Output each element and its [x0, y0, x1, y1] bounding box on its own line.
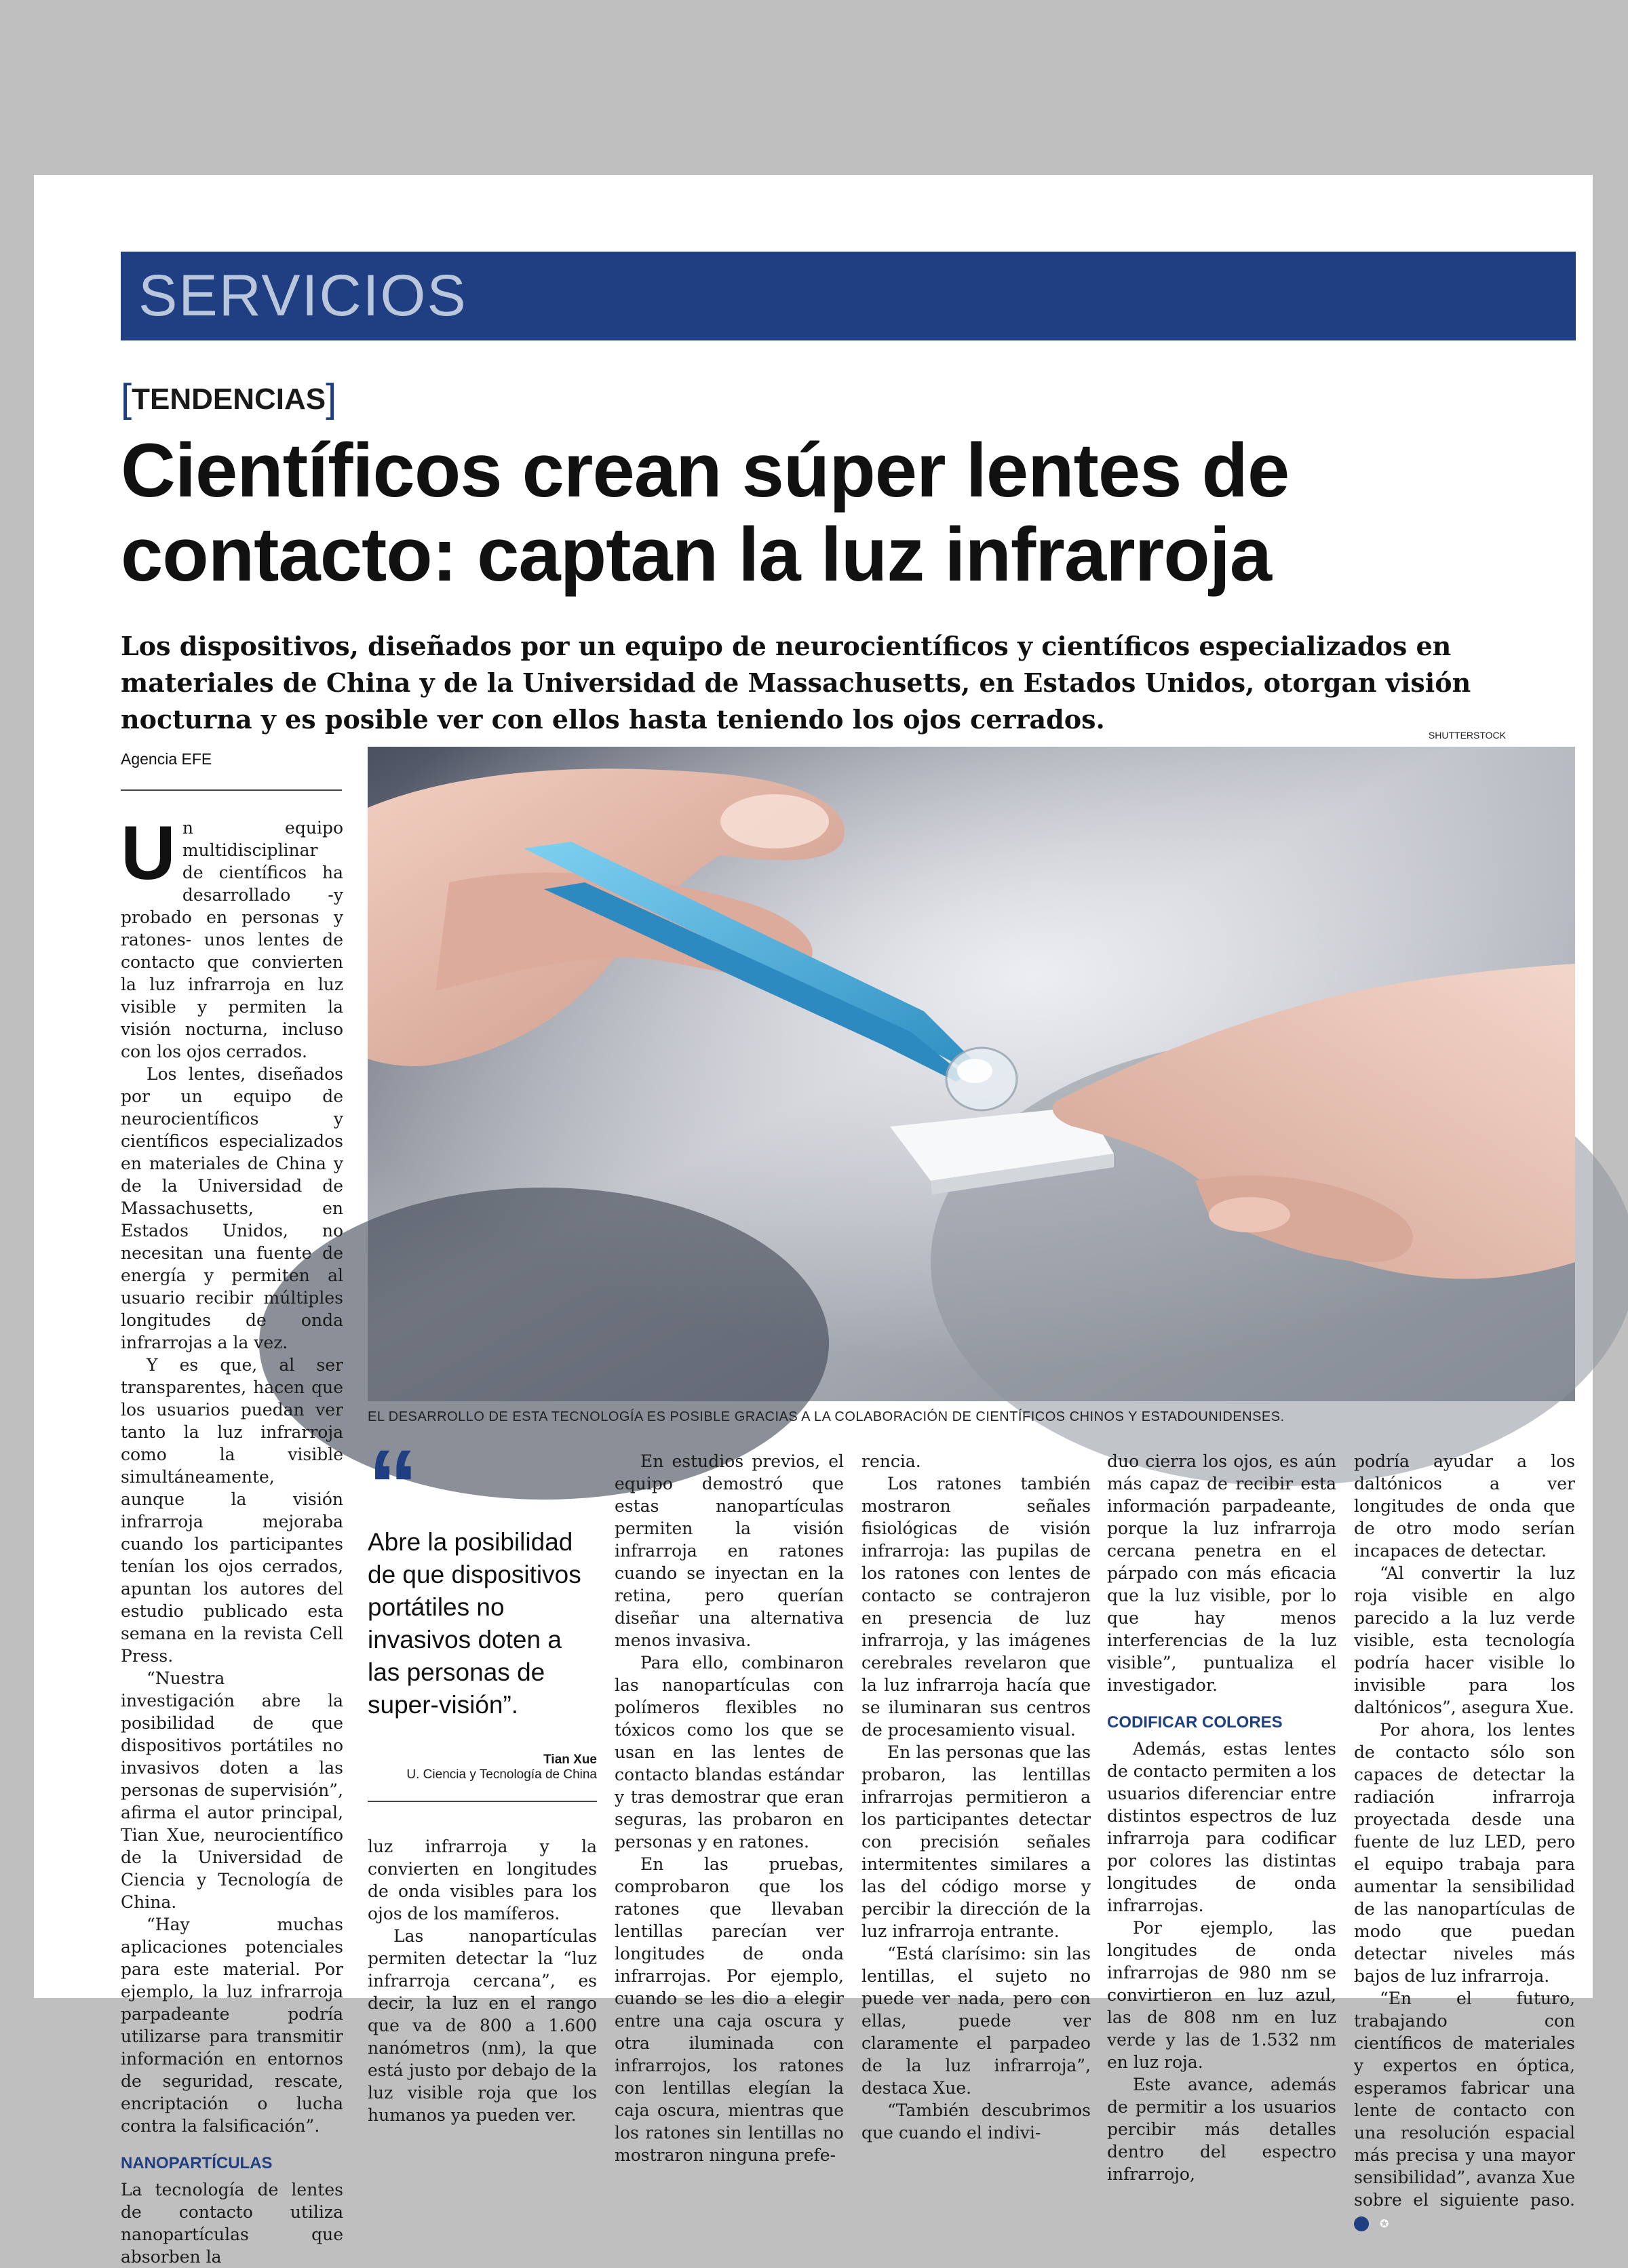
paragraph: Para ello, combinaron las nanopartículas con polímeros flexibles no tóxicos como los que se usan en las lentes de contacto blandas estándar y tras demostrar que eran seguras, las probaron en personas y en ratones.: [615, 1653, 844, 1852]
paragraph: podría ayudar a los daltónicos a ver longitudes de onda que de otro modo serían incapaces de detectar.: [1354, 1451, 1575, 1561]
paragraph: Por ahora, los lentes de contacto sólo son capaces de detectar la radiación infrarroja proyectada desde una fuente de luz LED, pero el equipo trabaja para aumentar la sensibilidad de las nanopartículas de modo que puedan detectar niveles más bajos de luz infrarroja.: [1354, 1720, 1575, 1986]
paragraph: En estudios previos, el equipo demostró que estas nanopartículas permiten la visión infrarroja en ratones cuando se inyectan en la retina, pero querían diseñar una alternativa menos invasiva.: [615, 1451, 844, 1650]
paragraph: Este avance, además de permitir a los usuarios percibir más detalles dentro del espectro infrarrojo,: [1107, 2075, 1336, 2184]
byline-rule: [121, 789, 342, 791]
subhead-codificar-colores: CODIFICAR COLORES: [1107, 1713, 1283, 1732]
deck: Los dispositivos, diseñados por un equipo de neurocientíficos y científicos especializados en materiales de China y de la Universidad de Massachusetts, en Estados Unidos, otorgan visión nocturna y es posible ver con ellos hasta teniendo los ojos cerrados.: [121, 631, 1471, 735]
quote-mark-icon: “: [368, 1428, 419, 1542]
lead-paragraph: [121, 810, 343, 1063]
paragraph: Los ratones también mostraron señales fisiológicas de visión infrarroja: las pupilas de los ratones con lentes de contacto se contrajeron en presencia de luz infrarroja, y las imágenes cerebrales revelaron que la luz infrarroja hacía que se iluminaran sus centros de procesamiento visual.: [861, 1474, 1091, 1740]
paragraph: La tecnología de lentes de contacto utiliza nanopartículas que absorben la: [121, 2180, 343, 2267]
section-title: SERVICIOS: [138, 263, 467, 328]
paragraph: rencia.: [861, 1451, 921, 1471]
paragraph: [1354, 1987, 1575, 2233]
paragraph: Además, estas lentes de contacto permiten a los usuarios diferenciar entre distintos espectros de luz infrarroja para codificar por colores las distintas longitudes de onda infrarrojas.: [1107, 1739, 1336, 1915]
article-column-1: [121, 810, 343, 2268]
photo-credit: SHUTTERSTOCK: [1428, 730, 1506, 741]
article-column-5: [1107, 1450, 1336, 2185]
paragraph: En las personas que las probaron, las lentillas infrarrojas permitieron a los participantes detectar con precisión señales intermitentes similares a las del código morse y percibir la dirección de la luz infrarroja entrante.: [861, 1742, 1091, 1941]
quote-affiliation: U. Ciencia y Tecnología de China: [406, 1767, 597, 1782]
paragraph: “Hay muchas aplicaciones potenciales para este material. Por ejemplo, la luz infrarroja parpadeante podría utilizarse para transmitir información en entornos de seguridad, rescate, encriptación o lucha contra la falsificación”.: [121, 1915, 343, 2136]
headline: Científicos crean súper lentes de contacto: captan la luz infrarroja: [121, 428, 1290, 597]
section-banner: [121, 252, 1576, 340]
quote-text: Abre la posibilidad de que dispositivos portátiles no invasivos doten a las personas de super-visión”.: [368, 1528, 581, 1719]
paragraph: Los lentes, diseñados por un equipo de neurocientíficos y científicos especializados en materiales de China y de la Universidad de Massachusetts, en Estados Unidos, no necesitan una fuente de energía y permiten al usuario recibir múltiples longitudes de onda infrarrojas a la vez.: [121, 1064, 343, 1352]
quote-author: Tian Xue: [543, 1753, 597, 1767]
final-paragraph-text: “En el futuro, trabajando con científicos de materiales y expertos en óptica, esperamos fabricar una lente de contacto con una resolución espacial más precisa y una mayor sensibilidad”, avanza Xue sobre el siguiente paso.: [1354, 1989, 1575, 2210]
article-column-6: [1354, 1450, 1575, 2233]
paragraph: En las pruebas, comprobaron que los ratones que llevaban lentillas parecían ver longitudes de onda infrarrojas. Por ejemplo, cuando se les dio a elegir entre una caja oscura y otra iluminada con infrarrojos, los ratones con lentillas elegían la caja oscura, mientras que los ratones sin lentillas no mostraron ninguna prefe-: [615, 1854, 844, 2165]
paragraph: “Está clarísimo: sin las lentillas, el sujeto no puede ver nada, pero con ellas, puede ver claramente el parpadeo de la luz infrarroja”, destaca Xue.: [861, 1944, 1091, 2098]
paragraph: duo cierra los ojos, es aún más capaz de recibir esta información parpadeante, porque la luz infrarroja cercana penetra en el párpado con más eficacia que la luz visible, por lo que hay menos interferencias de la luz visible”, puntualiza el investigador.: [1107, 1451, 1336, 1695]
paragraph: luz infrarroja y la convierten en longitudes de onda visibles para los ojos de los mamíferos.: [368, 1837, 597, 1923]
paragraph: Las nanopartículas permiten detectar la “luz infrarroja cercana”, es decir, la luz en el rango que va de 800 a 1.600 nanómetros (nm), la que está justo por debajo de la luz visible roja que los humanos ya pueden ver.: [368, 1926, 597, 2125]
photo-caption: EL DESARROLLO DE ESTA TECNOLOGÍA ES POSIBLE GRACIAS A LA COLABORACIÓN DE CIENTÍFICOS CHINOS Y ESTADOUNIDENSES.: [368, 1409, 1285, 1424]
kicker-label: TENDENCIAS: [132, 383, 326, 416]
paragraph: “Nuestra investigación abre la posibilidad de que dispositivos portátiles no invasivos doten a las personas de supervisión”, afirma el autor principal, Tian Xue, neurocientífico de la Universidad de Ciencia y Tecnología de China.: [121, 1668, 343, 1912]
end-of-article-icon: ✪: [1354, 2216, 1369, 2231]
pull-quote: [368, 1428, 597, 1782]
paragraph: Por ejemplo, las longitudes de onda infrarrojas de 980 nm se convirtieron en luz azul, las de 808 nm en luz verde y las de 1.532 nm en luz roja.: [1107, 1918, 1336, 2072]
article-column-3: [615, 1450, 844, 2166]
bracket-left: [: [121, 376, 132, 421]
paragraph: Y es que, al ser transparentes, hacen que los usuarios puedan ver tanto la luz infrarroja como la visible simultáneamente, aunque la visión infrarroja mejoraba cuando los participantes tenían los ojos cerrados, apuntan los autores del estudio publicado esta semana en la revista Cell Press.: [121, 1355, 343, 1666]
newspaper-page: [34, 175, 1593, 2267]
paragraph: “También descubrimos que cuando el indivi-: [861, 2100, 1091, 2143]
quote-rule: [368, 1801, 597, 1802]
photo-contact-lens-tweezers: [368, 747, 1575, 1401]
article-column-2: [368, 1835, 597, 2126]
subhead-nanoparticulas: NANOPARTÍCULAS: [121, 2154, 273, 2172]
paragraph: “Al convertir la luz roja visible en algo parecido a la luz verde visible, esta tecnología podría hacer visible lo invisible para los daltónicos”, asegura Xue.: [1354, 1563, 1575, 1717]
article-column-4: [861, 1450, 1091, 2144]
lead-text: n equipo multidisciplinar de científicos ha desarrollado -y probado en personas y ratones- unos lentes de contacto que convierten la luz infrarroja en luz visible y permiten la visión nocturna, incluso con los ojos cerrados.: [121, 818, 343, 1061]
bracket-right: ]: [326, 376, 337, 421]
drop-cap: U: [121, 810, 176, 895]
byline: Agencia EFE: [121, 750, 212, 768]
kicker: [121, 378, 336, 420]
